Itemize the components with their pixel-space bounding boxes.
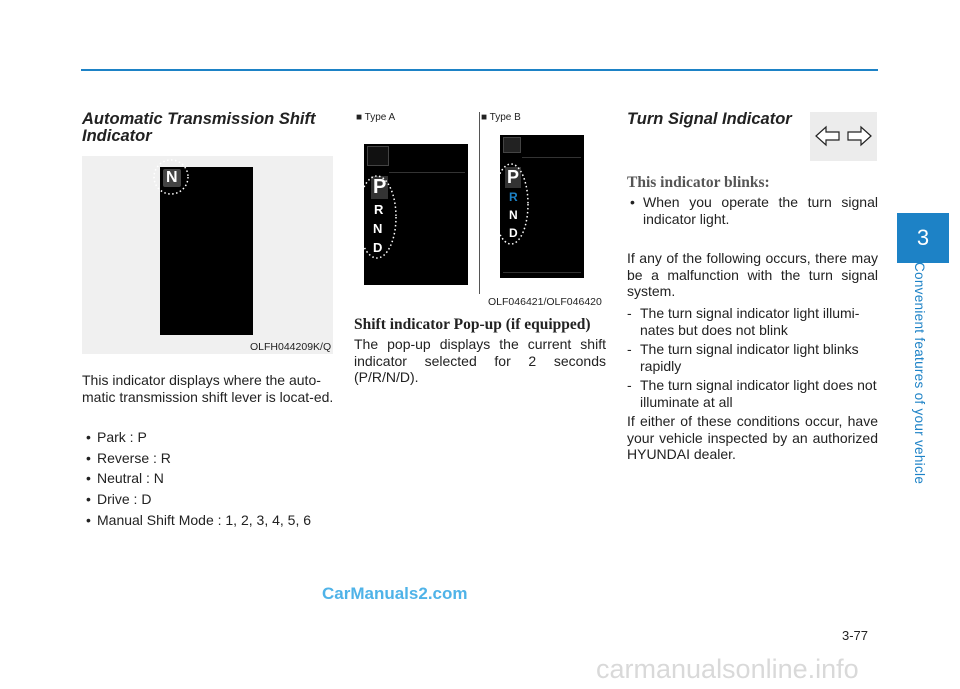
list-item: • Neutral : N	[86, 470, 336, 487]
shift-indicator-image	[82, 156, 333, 354]
popup-subtitle: Shift indicator Pop-up (if equipped)	[354, 316, 591, 333]
turn-signal-icon-box	[810, 112, 877, 161]
panel-line	[503, 272, 581, 273]
image-caption: OLF046421/OLF046420	[488, 296, 602, 308]
type-images	[354, 112, 606, 310]
gear-d: D	[509, 226, 518, 240]
gear-p: P	[507, 167, 520, 187]
section-title-turn-signal: Turn Signal Indicator	[627, 110, 792, 128]
turn-signal-arrows-icon	[810, 112, 877, 161]
watermark-top: CarManuals2.com	[322, 584, 468, 603]
blinks-heading: This indicator blinks:	[627, 174, 770, 191]
gear-n: N	[509, 208, 518, 222]
highlight-ellipse	[355, 174, 399, 260]
chapter-number: 3	[916, 225, 930, 250]
header-rule	[81, 69, 878, 71]
list-item: - The turn signal indicator light illumi-nates but does not blink	[627, 305, 878, 338]
highlight-ellipse	[491, 162, 531, 246]
type-b-screen	[500, 135, 584, 278]
closing-paragraph: If either of these conditions occur, have your vehicle inspected by an authorized HYUNDAI dealer.	[627, 413, 878, 462]
list-item: • Drive : D	[86, 491, 336, 508]
highlight-circle	[153, 157, 193, 197]
gear-r: R	[509, 190, 518, 204]
panel-line	[389, 172, 465, 173]
page-number: 3-77	[842, 628, 869, 643]
gear-d: D	[373, 240, 383, 255]
shift-indicator-letter: N	[166, 169, 178, 186]
type-a-screen	[364, 144, 468, 285]
icon-square	[367, 146, 389, 166]
gear-p: P	[373, 176, 387, 198]
type-b-label: ■ Type B	[481, 112, 521, 123]
list-item: - The turn signal indicator light does not illuminate at all	[627, 377, 878, 410]
malfunction-list	[627, 305, 878, 413]
watermark-bottom: carmanualsonline.info	[596, 654, 859, 684]
gear-list	[86, 429, 336, 532]
list-item: • When you operate the turn signal indicator light.	[630, 194, 878, 227]
icon-square	[503, 137, 521, 153]
chapter-tab	[897, 213, 949, 263]
cluster-screen	[160, 167, 253, 335]
divider	[479, 112, 480, 294]
shift-indicator-description: This indicator displays where the auto-matic transmission shift lever is locat-ed.	[82, 372, 334, 405]
popup-description: The pop-up displays the current shift indicator selected for 2 seconds (P/R/N/D).	[354, 336, 606, 385]
type-a-label: ■ Type A	[356, 112, 396, 123]
section-title-shift-indicator: Automatic Transmission Shift Indicator	[82, 110, 316, 145]
list-item: • Reverse : R	[86, 450, 336, 467]
list-item: • Park : P	[86, 429, 336, 446]
chapter-label-text: Convenient features of your vehicle	[912, 262, 927, 485]
panel-line	[522, 157, 581, 158]
gear-r: R	[374, 202, 384, 217]
malfunction-intro: If any of the following occurs, there may be a malfunction with the turn signal system.	[627, 250, 878, 299]
list-item: • Manual Shift Mode : 1, 2, 3, 4, 5, 6	[86, 512, 336, 529]
list-item: - The turn signal indicator light blinks rapidly	[627, 341, 878, 374]
blinks-list	[630, 194, 878, 231]
image-caption: OLFH044209K/Q	[250, 341, 332, 353]
gear-n: N	[373, 221, 383, 236]
chapter-label	[912, 262, 932, 487]
